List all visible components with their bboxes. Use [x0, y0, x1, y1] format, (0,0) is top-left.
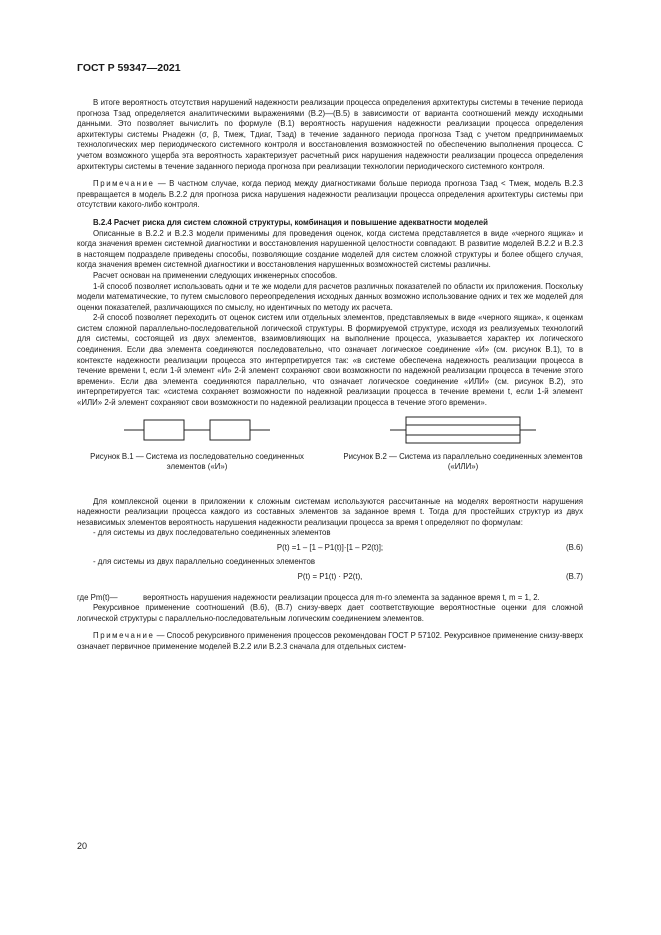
- page-number: 20: [77, 841, 88, 851]
- series-intro: - для системы из двух последовательно соединенных элементов: [93, 528, 331, 538]
- formula-b7-number: (В.7): [566, 571, 583, 581]
- where-text: вероятность нарушения надежности реализации процесса для m-го элемента за заданное время t, m = 1, 2.: [143, 592, 540, 602]
- formula-b6-number: (В.6): [566, 543, 583, 552]
- element-1-box: [406, 417, 520, 425]
- paragraph-methods: Расчет основан на применении следующих инженерных способов.: [93, 270, 338, 280]
- paragraph-risk-summary: В итоге вероятность отсутствия нарушений надежности реализации процесса определения архитектуры системы в течение периода прогноза Tзад определяется аналитическими выражениями (В.2)—(В.5) в зависимости от варианта соотношений между исходными данными. Это позволяет вычислить по формуле (В.1) вероятность нарушения надежности реализации процесса определения архитектуры системы Pнадежн (σ, β, Tмеж, Tдиаг, Tзад) в течение заданного периода прогноза Tзад с учетом предпринимаемых технологических мер периодического системного контроля и восстановления возможностей по обеспечению выполнения процесса. С учетом возможного ущерба эта вероятность характеризует расчетный риск нарушения надежности реализации процесса определения архитектуры системы в течение заданного периода прогноза при реализации технологии периодического системного контроля.: [77, 98, 583, 171]
- figure-b1-caption: Рисунок В.1 — Система из последовательно соединенных элементов («И»): [90, 451, 304, 472]
- element-1-box: [144, 420, 184, 440]
- note-2-label: Примечание: [93, 631, 155, 641]
- paragraph-method-1: 1-й способ позволяет использовать одни и те же модели для расчетов различных показателей по области их приложения. Поскольку модели математические, то путем смыслового переопределения исходных данных возможно использование одних и тех же моделей для оценки показателей, различающихся по смыслу, но идентичных по методу их расчета.: [77, 281, 583, 312]
- formula-b7-expression: P(t) = P1(t) · P2(t),: [297, 571, 363, 581]
- formula-b7: [77, 568, 583, 586]
- note-1-text: — В частном случае, когда период между диагностиками больше периода прогноза Tзад < Tмеж, модель В.2.3 превращается в модель В.2.2 для прогноза риска нарушения надежности реализации процесса определения архитектуры системы при отсутствии какого-либо контроля.: [77, 179, 583, 210]
- note-2: [77, 631, 583, 652]
- formula-b6: [77, 539, 583, 557]
- note-2-text: — Способ рекурсивного применения процессов рекомендован ГОСТ Р 57102. Рекурсивное применение снизу-вверх означает первичное применение моделей В.2.2 или В.2.3 сначала для отдельных систем-: [77, 631, 584, 651]
- element-2-box: [210, 420, 250, 440]
- parallel-intro: - для системы из двух параллельно соединенных элементов: [93, 557, 316, 566]
- note-1-label: Примечание: [93, 179, 155, 189]
- note-1: [77, 179, 583, 211]
- series-diagram: [122, 415, 272, 445]
- figure-b1: [77, 415, 317, 473]
- paragraph-method-2: 2-й способ позволяет переходить от оценок систем или отдельных элементов, представляемых в виде «черного ящика», к оценкам систем сложной параллельно-последовательной логической структуры. В формируемой структуре, исходя из реализуемых технологий для системы, состоящей из двух элементов, взаимовлияющих на выполнение процесса, указывается характер их логического соединения. Если два элемента соединяются последовательно, что означает логическое соединение «И» (см. рисунок В.1), то в контексте надежности реализации процесса это интерпретируется так: «в системе обеспечена надежность реализации процесса в течение времени t, если 1-й элемент «И» 2-й элемент сохраняют свои возможности по надежной реализации процесса в течение этого времени». Если два элемента соединяются параллельно, что означает логическое соединение «ИЛИ» (см. рисунок В.2), это интерпретируется так: «система сохраняет возможности по надежной реализации процесса в течение времени t, если 1-й элемент «ИЛИ» 2-й элемент сохраняют свои возможности по надежной реализации процесса в течение этого времени».: [77, 313, 583, 408]
- where-clause: [77, 593, 583, 604]
- figure-b2: [343, 415, 583, 473]
- formula-b6-expression: P(t) =1 – [1 – P1(t)]·[1 – P2(t)];: [276, 543, 384, 552]
- figures-row: [77, 415, 583, 497]
- page-content: [77, 98, 583, 653]
- paragraph-recursive: Рекурсивное применение соотношений (В.6), (В.7) снизу-вверх дает соответствующие вероятностные оценки для сложной логической структуры с параллельно-последовательным логическим соединением элементов.: [77, 603, 583, 623]
- paragraph-complex-estimate: Для комплексной оценки в приложении к сложным системам используются рассчитанные на моделях вероятности нарушения надежности реализации процесса каждого из составных элементов за заданное время t. Тогда для простейших структур из двух независимых элементов вероятность нарушения надежности реализации процесса за время t определяют по формулам:: [77, 496, 583, 527]
- where-label: где Pm(t)—: [77, 592, 118, 602]
- section-heading: В.2.4 Расчет риска для систем сложной структуры, комбинация и повышение адекватности моделей: [93, 217, 488, 227]
- parallel-diagram: [388, 415, 538, 445]
- document-header: ГОСТ Р 59347—2021: [77, 62, 181, 74]
- paragraph-models-intro: Описанные в В.2.2 и В.2.3 модели применимы для проведения оценок, когда система представляется в виде «черного ящика» и когда значения времен системной диагностики и восстановления нарушенной целостности совпадают. В развитие моделей В.2.2 и В.2.3 в настоящем подразделе приведены способы, позволяющие создание моделей для систем сложной структуры и более общего случая, когда значения времен системной диагностики и восстановления нарушенных возможностей системы различны.: [77, 228, 583, 270]
- figure-b2-caption: Рисунок В.2 — Система из параллельно соединенных элементов («ИЛИ»): [343, 451, 583, 472]
- element-2-box: [406, 435, 520, 443]
